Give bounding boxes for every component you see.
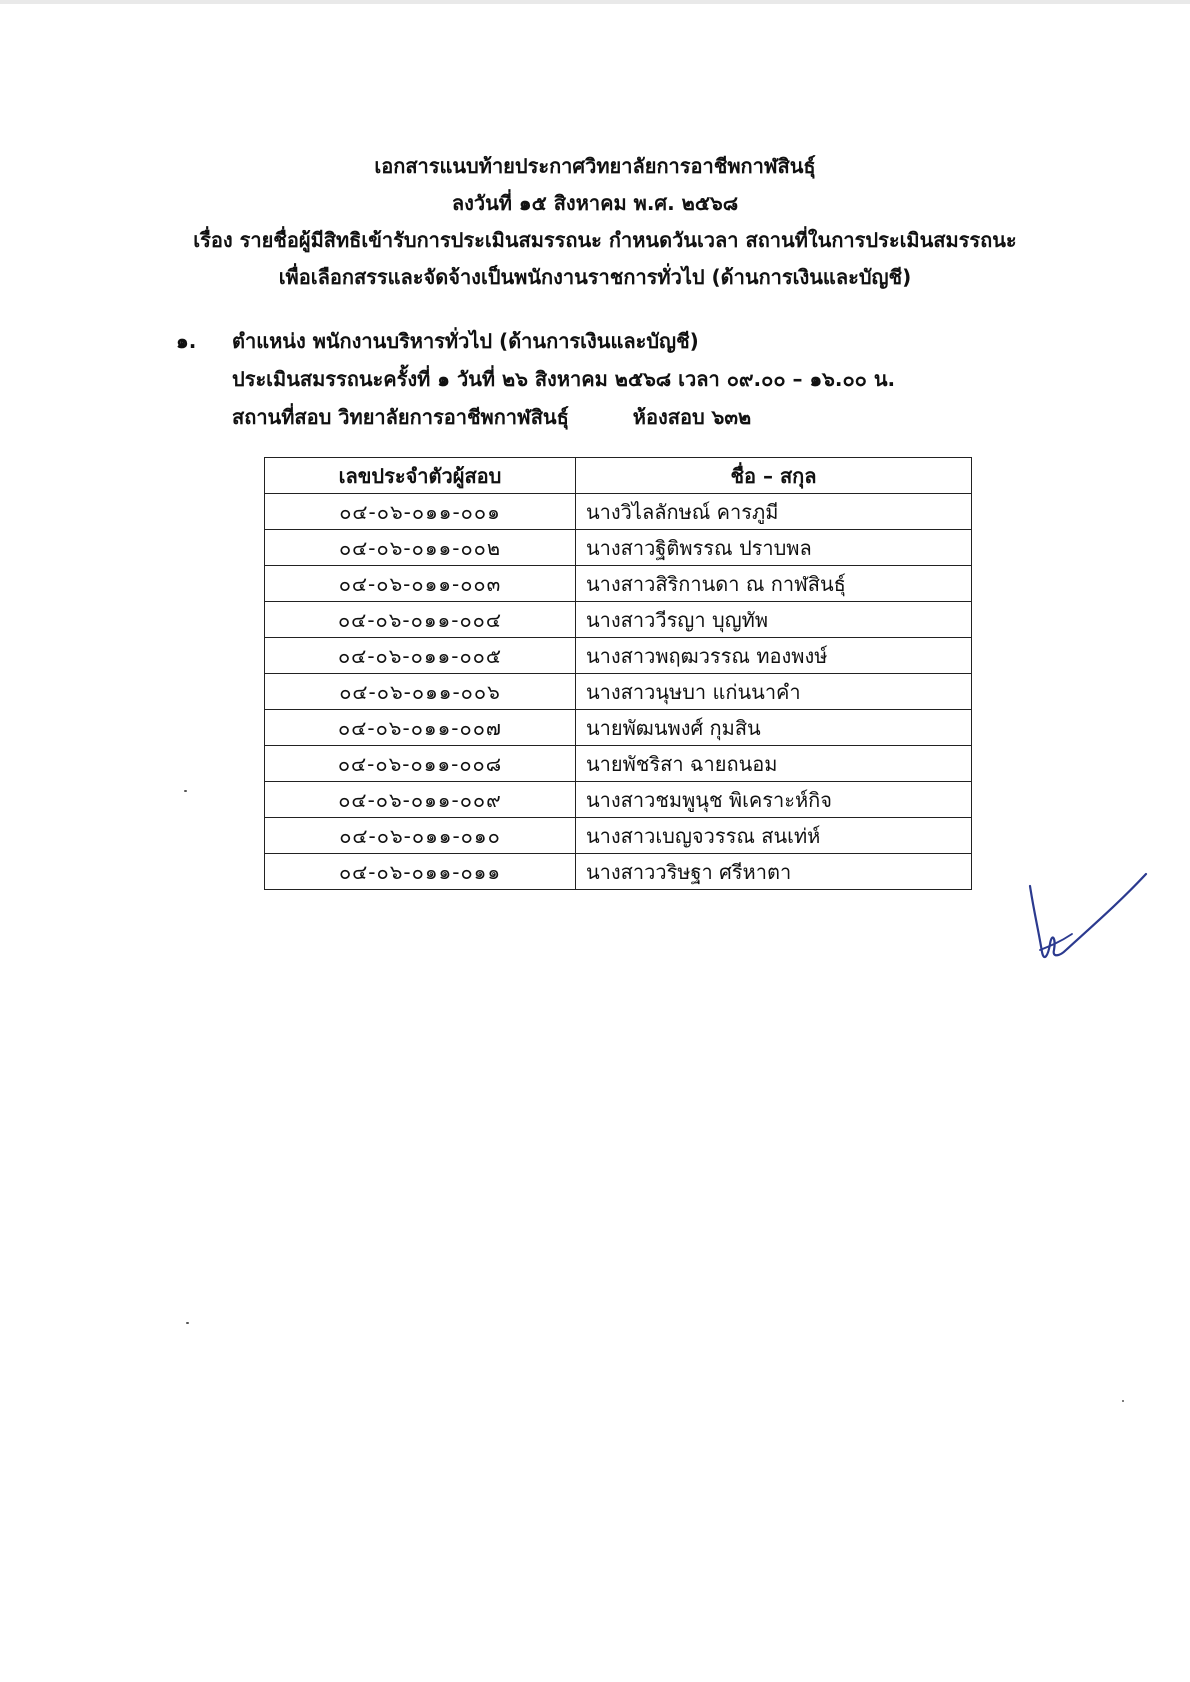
full-name-cell: นายพัชริสา ฉายถนอม [576, 746, 972, 782]
table-row [265, 782, 972, 818]
table-row [265, 530, 972, 566]
full-name-cell: นางสาวเบญจวรรณ สนเท่ห์ [576, 818, 972, 854]
table-header-row [265, 458, 972, 494]
section-position: ตำแหน่ง พนักงานบริหารทั่วไป (ด้านการเงินและบัญชี) [232, 329, 699, 353]
exam-id-cell: ๐๔-๐๖-๐๑๑-๐๐๙ [265, 782, 576, 818]
section-schedule: ประเมินสมรรถนะครั้งที่ ๑ วันที่ ๒๖ สิงหาคม ๒๕๖๘ เวลา ๐๙.๐๐ – ๑๖.๐๐ น. [232, 367, 896, 391]
section-1 [176, 322, 996, 436]
full-name-cell: นางสาววริษฐา ศรีหาตา [576, 854, 972, 890]
full-name-cell: นางสาววีรญา บุญทัพ [576, 602, 972, 638]
signature-image [1020, 872, 1148, 972]
exam-id-cell: ๐๔-๐๖-๐๑๑-๐๐๒ [265, 530, 576, 566]
document-header [0, 148, 1190, 296]
section-schedule-row [176, 360, 996, 398]
section-position-row [176, 322, 996, 360]
header-subject: เรื่อง รายชื่อผู้มีสิทธิเข้ารับการประเมินสมรรถนะ กำหนดวันเวลา สถานที่ในการประเมินสมรรถนะ [193, 228, 1017, 252]
full-name-cell: นางสาวนุษบา แก่นนาคำ [576, 674, 972, 710]
full-name-cell: นายพัฒนพงศ์ กุมสิน [576, 710, 972, 746]
table-row [265, 638, 972, 674]
header-full-name: ชื่อ – สกุล [576, 458, 972, 494]
page-top-edge [0, 0, 1190, 4]
section-venue-row [176, 398, 996, 436]
header-title: เอกสารแนบท้ายประกาศวิทยาลัยการอาชีพกาฬสินธุ์ [374, 154, 816, 178]
full-name-cell: นางสาวชมพูนุช พิเคราะห์กิจ [576, 782, 972, 818]
table-row [265, 674, 972, 710]
section-room: ห้องสอบ ๖๓๒ [632, 405, 752, 429]
exam-id-cell: ๐๔-๐๖-๐๑๑-๐๐๗ [265, 710, 576, 746]
full-name-cell: นางสาวพฤฒวรรณ ทองพงษ์ [576, 638, 972, 674]
table-row [265, 854, 972, 890]
table-row [265, 746, 972, 782]
table-row [265, 494, 972, 530]
full-name-cell: นางสาวฐิติพรรณ ปราบพล [576, 530, 972, 566]
exam-id-cell: ๐๔-๐๖-๐๑๑-๐๑๐ [265, 818, 576, 854]
header-exam-id: เลขประจำตัวผู้สอบ [265, 458, 576, 494]
table-row [265, 710, 972, 746]
exam-id-cell: ๐๔-๐๖-๐๑๑-๐๐๕ [265, 638, 576, 674]
section-number: ๑. [176, 329, 197, 353]
exam-id-cell: ๐๔-๐๖-๐๑๑-๐๐๑ [265, 494, 576, 530]
section-venue: สถานที่สอบ วิทยาลัยการอาชีพกาฬสินธุ์ [232, 405, 569, 429]
exam-id-cell: ๐๔-๐๖-๐๑๑-๐๐๓ [265, 566, 576, 602]
table-row [265, 566, 972, 602]
exam-id-cell: ๐๔-๐๖-๐๑๑-๐๐๘ [265, 746, 576, 782]
full-name-cell: นางวิไลลักษณ์ คารภูมี [576, 494, 972, 530]
header-date: ลงวันที่ ๑๕ สิงหาคม พ.ศ. ๒๕๖๘ [451, 191, 739, 215]
table-row [265, 818, 972, 854]
candidate-table [264, 457, 972, 890]
exam-id-cell: ๐๔-๐๖-๐๑๑-๐๑๑ [265, 854, 576, 890]
table-body [265, 494, 972, 890]
header-subject-continued: เพื่อเลือกสรรและจัดจ้างเป็นพนักงานราชการทั่วไป (ด้านการเงินและบัญชี) [278, 265, 912, 289]
exam-id-cell: ๐๔-๐๖-๐๑๑-๐๐๖ [265, 674, 576, 710]
exam-id-cell: ๐๔-๐๖-๐๑๑-๐๐๔ [265, 602, 576, 638]
table-row [265, 602, 972, 638]
full-name-cell: นางสาวสิริกานดา ณ กาฬสินธุ์ [576, 566, 972, 602]
